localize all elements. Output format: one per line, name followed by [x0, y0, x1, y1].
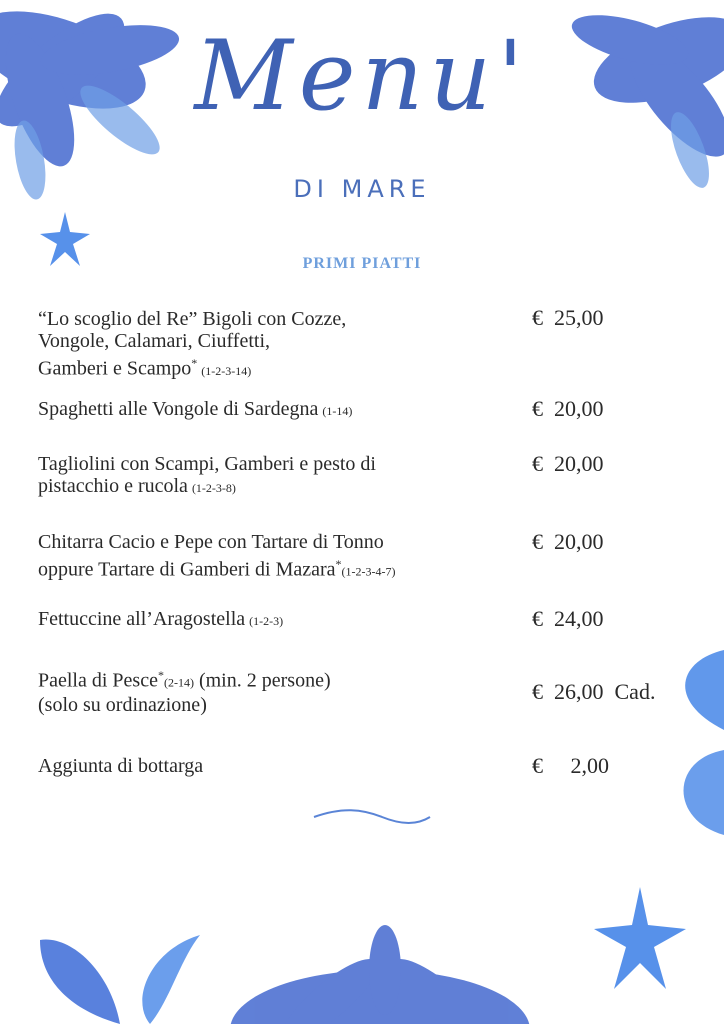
item-line: “Lo scoglio del Re” Bigoli con Cozze, — [38, 308, 347, 330]
item-price: € 2,00 — [532, 753, 609, 778]
watercolor-flower-bottom-icon — [230, 920, 540, 1024]
item-price: € 20,00 — [532, 529, 604, 554]
item-line: (solo su ordinazione) — [38, 693, 207, 716]
item-price: € 25,00 — [532, 305, 604, 330]
menu-item — [38, 664, 518, 716]
item-line — [38, 608, 518, 632]
item-line-text: Paella di Pesce — [38, 669, 158, 692]
leaf-right-icon — [660, 640, 724, 840]
item-line: Aggiunta di bottarga — [38, 755, 204, 777]
item-asterisk: * — [335, 557, 342, 571]
item-line: Tagliolini con Scampi, Gamberi e pesto di — [38, 453, 376, 475]
item-line — [38, 475, 518, 499]
item-price: € 20,00 — [532, 451, 604, 476]
item-line — [38, 664, 518, 694]
leaves-bottom-left-icon — [30, 930, 210, 1024]
item-asterisk: * — [157, 668, 164, 682]
page-title: Menu' — [194, 20, 530, 132]
item-allergens: (1-14) — [322, 404, 353, 418]
menu-item — [38, 398, 518, 422]
item-line-text: Fettuccine all’Aragostella — [38, 608, 246, 630]
item-price: € 20,00 — [532, 396, 604, 421]
page-subtitle: DI MARE — [293, 175, 431, 203]
item-line — [38, 398, 518, 422]
item-line-text: Spaghetti alle Vongole di Sardegna — [38, 398, 319, 420]
item-line: Chitarra Cacio e Pepe con Tartare di Tonno — [38, 531, 384, 553]
menu-item — [38, 755, 518, 777]
item-asterisk: * — [191, 356, 198, 370]
item-allergens: (1-2-3-4-7) — [341, 564, 396, 579]
section-title: PRIMI PIATTI — [302, 255, 422, 272]
menu-item — [38, 453, 518, 499]
menu-item — [38, 531, 528, 583]
item-line: Vongole, Calamari, Ciuffetti, — [38, 330, 271, 352]
item-line — [38, 553, 528, 583]
item-allergens: (1-2-3-14) — [201, 363, 252, 378]
item-line-text: oppure Tartare di Gamberi di Mazara — [38, 558, 336, 581]
starfish-bottom-right-icon — [590, 885, 690, 995]
menu-item — [38, 308, 518, 382]
menu-item — [38, 608, 518, 632]
wave-divider-icon — [312, 805, 432, 829]
item-extra: (min. 2 persone) — [198, 669, 331, 692]
item-allergens: (1-2-3-8) — [191, 481, 236, 495]
item-allergens: (1-2-3) — [249, 614, 284, 628]
item-price: € 24,00 — [532, 606, 604, 631]
item-line-text: pistacchio e rucola — [38, 475, 188, 497]
item-line — [38, 352, 518, 382]
item-price: € 26,00 Cad. — [532, 679, 656, 704]
item-allergens: (2-14) — [163, 675, 194, 690]
item-line-text: Gamberi e Scampo — [38, 357, 192, 380]
